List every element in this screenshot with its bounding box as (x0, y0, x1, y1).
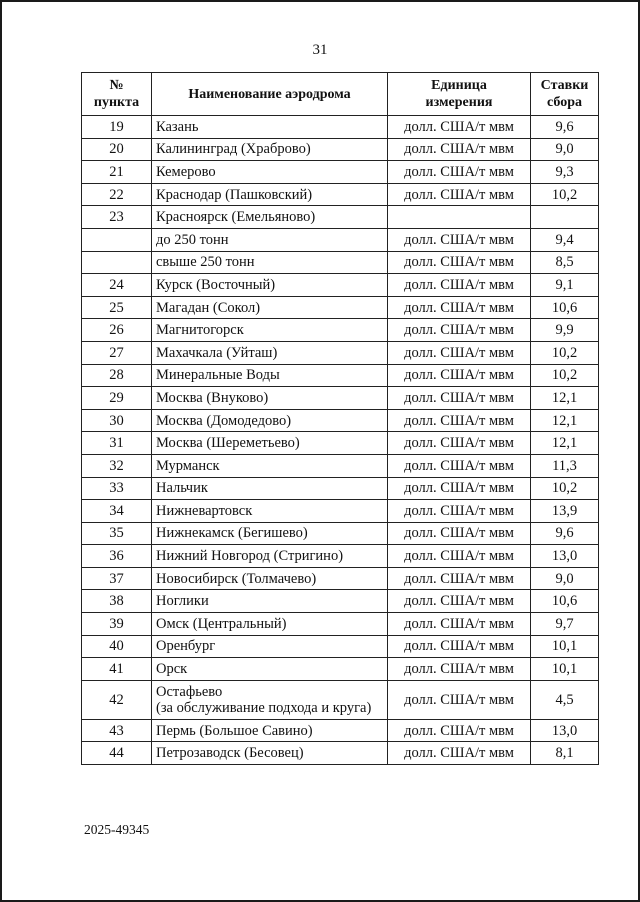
table-row (82, 341, 599, 364)
row-unit: долл. США/т мвм (388, 500, 531, 523)
row-airport-name: Новосибирск (Толмачево) (152, 567, 388, 590)
row-unit: долл. США/т мвм (388, 454, 531, 477)
row-item-number: 37 (82, 567, 152, 590)
row-item-number: 44 (82, 742, 152, 765)
row-unit: долл. США/т мвм (388, 567, 531, 590)
table-row (82, 138, 599, 161)
row-unit: долл. США/т мвм (388, 116, 531, 139)
row-airport-name: Красноярск (Емельяново) (152, 206, 388, 229)
table-row (82, 183, 599, 206)
row-unit: долл. США/т мвм (388, 296, 531, 319)
table-row (82, 387, 599, 410)
row-unit: долл. США/т мвм (388, 432, 531, 455)
row-fee-rate: 10,6 (531, 590, 599, 613)
table-row (82, 635, 599, 658)
table-row (82, 274, 599, 297)
row-item-number: 19 (82, 116, 152, 139)
row-fee-rate: 9,3 (531, 161, 599, 184)
row-airport-name: Магадан (Сокол) (152, 296, 388, 319)
row-item-number: 20 (82, 138, 152, 161)
row-item-number: 34 (82, 500, 152, 523)
table-row (82, 590, 599, 613)
page-number: 31 (312, 42, 328, 58)
table-row (82, 658, 599, 681)
row-unit: долл. США/т мвм (388, 590, 531, 613)
table-row (82, 251, 599, 274)
row-airport-name: Петрозаводск (Бесовец) (152, 742, 388, 765)
row-airport-name: Нижневартовск (152, 500, 388, 523)
table-body (82, 116, 599, 765)
row-airport-name: Москва (Домодедово) (152, 409, 388, 432)
row-unit: долл. США/т мвм (388, 613, 531, 636)
table-row (82, 409, 599, 432)
row-unit: долл. США/т мвм (388, 161, 531, 184)
row-airport-name: Кемерово (152, 161, 388, 184)
row-item-number: 35 (82, 522, 152, 545)
row-fee-rate (531, 206, 599, 229)
table-row (82, 742, 599, 765)
row-item-number: 39 (82, 613, 152, 636)
row-item-number: 25 (82, 296, 152, 319)
row-airport-name: Омск (Центральный) (152, 613, 388, 636)
table-row (82, 680, 599, 719)
row-unit: долл. США/т мвм (388, 228, 531, 251)
table-row (82, 319, 599, 342)
row-airport-name: Курск (Восточный) (152, 274, 388, 297)
row-fee-rate: 9,6 (531, 116, 599, 139)
row-fee-rate: 4,5 (531, 680, 599, 719)
row-unit: долл. США/т мвм (388, 719, 531, 742)
row-fee-rate: 9,7 (531, 613, 599, 636)
row-item-number: 24 (82, 274, 152, 297)
row-airport-name: Краснодар (Пашковский) (152, 183, 388, 206)
document-code: 2025-49345 (84, 822, 150, 837)
table-row (82, 567, 599, 590)
table-row (82, 364, 599, 387)
table-row (82, 161, 599, 184)
row-unit: долл. США/т мвм (388, 138, 531, 161)
header-item-number: № пункта (82, 73, 152, 116)
table-header-row (82, 73, 599, 116)
table-row (82, 454, 599, 477)
row-airport-name: Казань (152, 116, 388, 139)
table-row (82, 228, 599, 251)
row-unit: долл. США/т мвм (388, 341, 531, 364)
row-fee-rate: 12,1 (531, 387, 599, 410)
row-unit: долл. США/т мвм (388, 680, 531, 719)
row-fee-rate: 12,1 (531, 432, 599, 455)
row-airport-name: Пермь (Большое Савино) (152, 719, 388, 742)
row-airport-name: Махачкала (Уйташ) (152, 341, 388, 364)
row-unit (388, 206, 531, 229)
row-unit: долл. США/т мвм (388, 364, 531, 387)
row-fee-rate: 10,2 (531, 183, 599, 206)
row-airport-name: Ноглики (152, 590, 388, 613)
row-airport-name: Москва (Шереметьево) (152, 432, 388, 455)
row-fee-rate: 13,9 (531, 500, 599, 523)
table-row (82, 719, 599, 742)
row-item-number: 22 (82, 183, 152, 206)
row-airport-name: Мурманск (152, 454, 388, 477)
row-item-number (82, 228, 152, 251)
row-airport-name: Остафьево (за обслуживание подхода и круга) (152, 680, 388, 719)
row-unit: долл. США/т мвм (388, 251, 531, 274)
header-fee-rate: Ставки сбора (531, 73, 599, 116)
row-unit: долл. США/т мвм (388, 522, 531, 545)
table-row (82, 545, 599, 568)
row-unit: долл. США/т мвм (388, 477, 531, 500)
row-unit: долл. США/т мвм (388, 635, 531, 658)
row-item-number: 41 (82, 658, 152, 681)
row-item-number: 36 (82, 545, 152, 568)
row-fee-rate: 11,3 (531, 454, 599, 477)
table-row (82, 522, 599, 545)
row-fee-rate: 9,4 (531, 228, 599, 251)
row-fee-rate: 8,1 (531, 742, 599, 765)
header-unit: Единица измерения (388, 73, 531, 116)
row-fee-rate: 13,0 (531, 545, 599, 568)
row-fee-rate: 10,1 (531, 635, 599, 658)
row-fee-rate: 10,2 (531, 341, 599, 364)
header-airport-name: Наименование аэродрома (152, 73, 388, 116)
row-item-number: 33 (82, 477, 152, 500)
row-unit: долл. США/т мвм (388, 183, 531, 206)
row-fee-rate: 8,5 (531, 251, 599, 274)
row-airport-name: свыше 250 тонн (152, 251, 388, 274)
airport-fees-table (81, 72, 599, 765)
row-item-number: 28 (82, 364, 152, 387)
row-airport-name: Орск (152, 658, 388, 681)
row-fee-rate: 10,2 (531, 477, 599, 500)
row-unit: долл. США/т мвм (388, 409, 531, 432)
row-fee-rate: 9,6 (531, 522, 599, 545)
row-airport-name: Оренбург (152, 635, 388, 658)
row-fee-rate: 9,0 (531, 138, 599, 161)
row-airport-name: до 250 тонн (152, 228, 388, 251)
row-airport-name: Минеральные Воды (152, 364, 388, 387)
row-airport-name: Нальчик (152, 477, 388, 500)
row-item-number: 30 (82, 409, 152, 432)
row-fee-rate: 10,6 (531, 296, 599, 319)
row-airport-name: Калининград (Храброво) (152, 138, 388, 161)
table-row (82, 500, 599, 523)
row-airport-name: Москва (Внуково) (152, 387, 388, 410)
table-row (82, 116, 599, 139)
row-item-number: 32 (82, 454, 152, 477)
row-fee-rate: 12,1 (531, 409, 599, 432)
row-fee-rate: 10,1 (531, 658, 599, 681)
row-item-number: 40 (82, 635, 152, 658)
row-fee-rate: 13,0 (531, 719, 599, 742)
row-fee-rate: 9,0 (531, 567, 599, 590)
table-row (82, 296, 599, 319)
row-fee-rate: 9,1 (531, 274, 599, 297)
row-item-number: 42 (82, 680, 152, 719)
row-airport-name: Магнитогорск (152, 319, 388, 342)
row-item-number: 27 (82, 341, 152, 364)
row-item-number: 21 (82, 161, 152, 184)
table-row (82, 477, 599, 500)
row-airport-name: Нижний Новгород (Стригино) (152, 545, 388, 568)
row-item-number: 23 (82, 206, 152, 229)
row-item-number: 26 (82, 319, 152, 342)
row-fee-rate: 9,9 (531, 319, 599, 342)
row-item-number: 29 (82, 387, 152, 410)
row-unit: долл. США/т мвм (388, 274, 531, 297)
row-fee-rate: 10,2 (531, 364, 599, 387)
table-row (82, 206, 599, 229)
row-item-number (82, 251, 152, 274)
table-row (82, 613, 599, 636)
row-unit: долл. США/т мвм (388, 387, 531, 410)
row-item-number: 38 (82, 590, 152, 613)
row-item-number: 31 (82, 432, 152, 455)
row-unit: долл. США/т мвм (388, 545, 531, 568)
row-airport-name: Нижнекамск (Бегишево) (152, 522, 388, 545)
row-unit: долл. США/т мвм (388, 742, 531, 765)
row-unit: долл. США/т мвм (388, 319, 531, 342)
row-item-number: 43 (82, 719, 152, 742)
table-row (82, 432, 599, 455)
row-unit: долл. США/т мвм (388, 658, 531, 681)
